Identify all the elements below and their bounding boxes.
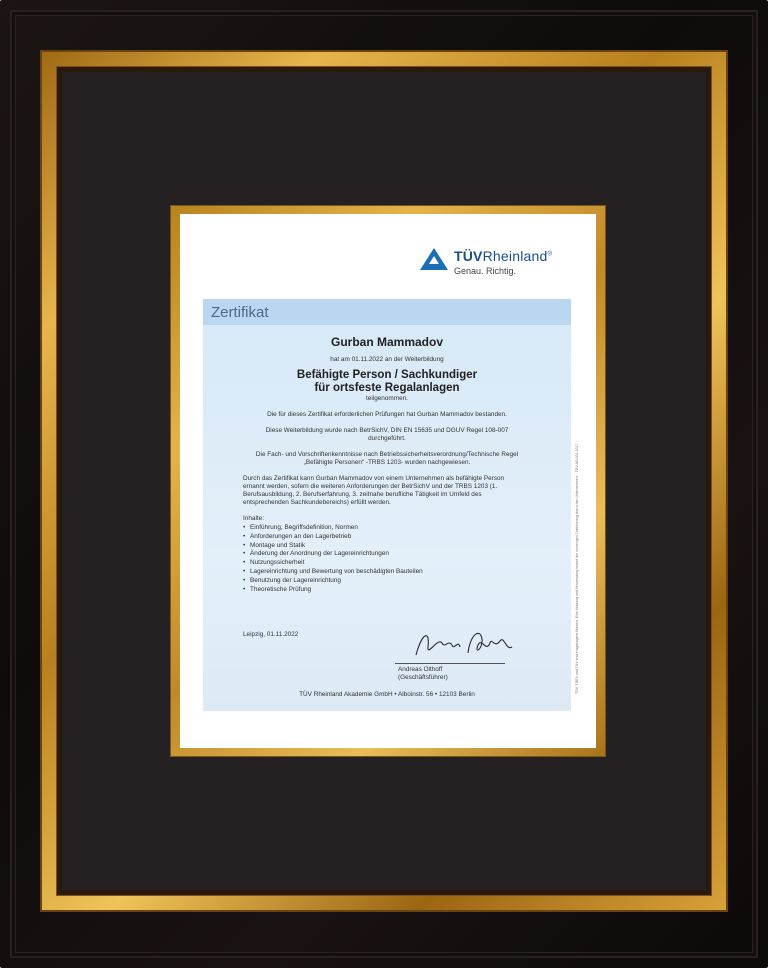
contents-list <box>243 524 423 594</box>
list-item: • Einführung, Begriffsdefinition, Normen <box>243 524 423 533</box>
tuv-rheinland-logo <box>404 244 574 288</box>
list-item: • Montage und Statik <box>243 542 423 551</box>
certificate-heading: Zertifikat <box>211 304 269 321</box>
logo-wordmark: TÜVRheinland® <box>454 248 553 264</box>
list-item: • Nutzungssicherheit <box>243 559 423 568</box>
signatory-name: Andreas Olthoff <box>398 666 443 673</box>
place-date: Leipzig, 01.11.2022 <box>243 631 299 638</box>
heading-band <box>203 299 571 325</box>
list-item: • Benutzung der Lagereinrichtung <box>243 577 423 586</box>
triangle-logo-icon <box>420 248 448 270</box>
certificate-body <box>203 325 571 711</box>
intro-text: hat am 01.11.2022 an der Weiterbildung <box>330 356 444 363</box>
certificate <box>180 214 596 748</box>
recipient-name: Gurban Mammadov <box>330 335 444 349</box>
course-title-line-2: für ortsfeste Regalanlagen <box>314 382 460 394</box>
signature <box>408 625 518 665</box>
legal-side-note: TÜV, TÜEV und TUV sind eingetragene Marken. Eine Nutzung und Verwendung bedarf der vorherigen Zustimmung durch den Unternehmen. · TÜV-AD-001-2017 <box>575 443 579 694</box>
nomination-line-3: Berufsausbildung, 2. Berufserfahrung, 3. zeitnahe berufliche Tätigkeit im Umfeld des <box>243 491 482 498</box>
nomination-line-4: entsprechenden Sachkundebereichs) erfüllt werden. <box>243 499 391 506</box>
knowledge-text-line-1: Die Fach- und Vorschriftenkenntnisse nach Betriebssicherheitsverordnung/Technische Regel <box>255 451 519 458</box>
list-item: • Theoretische Prüfung <box>243 586 423 595</box>
participation-text: teilgenommen. <box>366 395 408 402</box>
basis-text-line-1: Diese Weiterbildung wurde nach BetrSichV, DIN EN 15635 und DGUV Regel 108-007 <box>265 427 509 434</box>
course-title-line-1: Befähigte Person / Sachkundiger <box>296 369 478 381</box>
list-item: • Änderung der Anordnung der Lagereinrichtungen <box>243 550 423 559</box>
basis-text-line-2: durchgeführt. <box>368 435 406 442</box>
signature-line <box>395 663 505 664</box>
list-item: • Lagereinrichtung und Bewertung von beschädigten Bauteilen <box>243 568 423 577</box>
signatory-role: (Geschäftsführer) <box>398 674 448 681</box>
exam-text: Die für dieses Zertifikat erforderlichen Prüfungen hat Gurban Mammadov bestanden. <box>267 411 507 418</box>
issuer-footer: TÜV Rheinland Akademie GmbH • Alboinstr. 56 • 12103 Berlin <box>299 691 475 698</box>
nomination-line-2: ernannt werden, sofern die weiteren Anforderungen der BetrSichV und der TRBS 1203 (1. <box>243 483 498 490</box>
list-item: • Anforderungen an den Lagerbetrieb <box>243 533 423 542</box>
contents-label: Inhalte: <box>243 515 264 522</box>
knowledge-text-line-2: „Befähigte Personen“ -TRBS 1203- wurden nachgewiesen. <box>303 459 471 466</box>
logo-tagline: Genau. Richtig. <box>454 266 517 276</box>
nomination-line-1: Durch das Zertifikat kann Gurban Mammadov von einem Unternehmen als befähigte Person <box>243 475 505 482</box>
